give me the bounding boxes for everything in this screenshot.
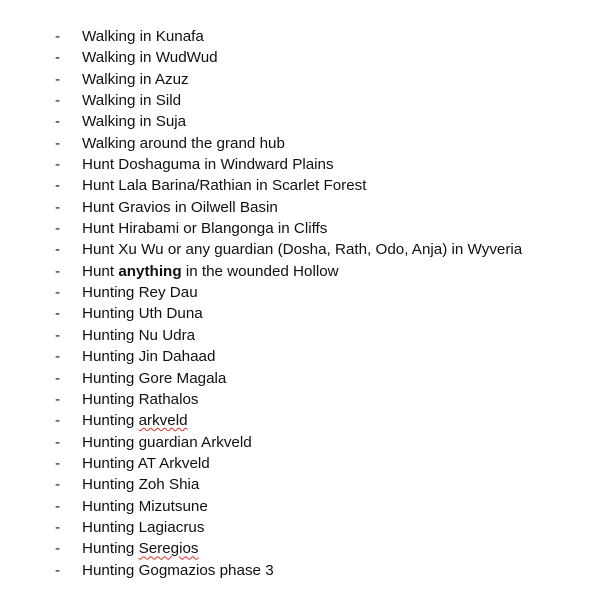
list-item-text[interactable]: Walking in Suja [82, 113, 187, 131]
list-bullet: - [55, 454, 61, 472]
list-item-text[interactable]: Hunt Gravios in Oilwell Basin [82, 198, 278, 216]
list-bullet: - [55, 369, 61, 387]
list-item-text[interactable]: Walking around the grand hub [82, 134, 285, 152]
list-item-text[interactable]: Hunting Gore Magala [82, 369, 227, 387]
list-bullet: - [55, 390, 61, 408]
list-item-prefix: Hunt [82, 262, 119, 280]
list-item [0, 410, 601, 431]
list-bullet: - [55, 134, 61, 152]
list-bullet: - [55, 198, 61, 216]
list-bullet: - [55, 262, 61, 280]
list-item [0, 389, 601, 410]
list-item [0, 346, 601, 367]
list-bullet: - [55, 156, 61, 174]
list-item-suffix: in the wounded Hollow [181, 262, 339, 280]
list-bullet: - [55, 70, 61, 88]
list-item-text[interactable]: Hunt Xu Wu or any guardian (Dosha, Rath, Odo, Anja) in Wyveria [82, 241, 523, 259]
list-item-text[interactable]: Hunting Mizutsune [82, 497, 208, 515]
list-item-text[interactable]: Hunting Uth Duna [82, 305, 203, 323]
bold-text: anything [118, 262, 182, 280]
list-bullet: - [55, 92, 61, 110]
list-bullet: - [55, 305, 61, 323]
list-item-text[interactable]: Hunting Nu Udra [82, 326, 196, 344]
list-bullet: - [55, 49, 61, 67]
list-item [0, 111, 601, 132]
list-item-text[interactable] [82, 410, 188, 431]
list-item [0, 453, 601, 474]
list-bullet: - [55, 476, 61, 494]
bulleted-list [0, 26, 601, 581]
list-item-text[interactable]: Walking in Kunafa [82, 28, 204, 45]
list-item-text[interactable]: Walking in Azuz [82, 70, 189, 88]
list-item [0, 47, 601, 68]
document-body [0, 26, 601, 581]
list-item [0, 90, 601, 111]
list-bullet: - [55, 540, 61, 558]
list-bullet: - [55, 561, 61, 579]
list-bullet: - [55, 326, 61, 344]
list-item-text[interactable]: Hunting Jin Dahaad [82, 348, 216, 366]
list-item [0, 560, 601, 581]
list-item-text[interactable]: Hunt Doshaguma in Windward Plains [82, 156, 334, 174]
list-item-text[interactable]: Hunting Rey Dau [82, 284, 198, 302]
list-bullet: - [55, 518, 61, 536]
list-item [0, 474, 601, 495]
list-item [0, 261, 601, 282]
list-item [0, 496, 601, 517]
list-item [0, 69, 601, 90]
list-item-text[interactable]: Walking in Sild [82, 92, 182, 110]
list-item [0, 282, 601, 303]
list-item-text[interactable]: Walking in WudWud [82, 49, 218, 67]
list-bullet: - [55, 177, 61, 195]
list-item [0, 26, 601, 47]
list-item-text[interactable]: Hunting Rathalos [82, 390, 199, 408]
list-item-prefix: Hunting [82, 540, 139, 558]
list-item [0, 538, 601, 559]
list-bullet: - [55, 497, 61, 515]
list-bullet: - [55, 348, 61, 366]
list-item [0, 432, 601, 453]
list-bullet: - [55, 284, 61, 302]
list-item-text[interactable]: Hunt Lala Barina/Rathian in Scarlet Forest [82, 177, 367, 195]
list-item [0, 303, 601, 324]
list-bullet: - [55, 433, 61, 451]
list-item-text[interactable]: Hunt Hirabami or Blangonga in Cliffs [82, 220, 328, 238]
list-item [0, 325, 601, 346]
list-item [0, 133, 601, 154]
list-item [0, 368, 601, 389]
list-bullet: - [55, 113, 61, 131]
list-bullet: - [55, 412, 61, 430]
list-item [0, 239, 601, 260]
list-item-prefix: Hunting [82, 412, 139, 430]
list-item [0, 154, 601, 175]
list-bullet: - [55, 220, 61, 238]
list-item [0, 517, 601, 538]
misspelled-word[interactable]: Seregios [138, 540, 199, 558]
list-item-text[interactable]: Hunting Zoh Shia [82, 476, 200, 494]
list-item-text[interactable]: Hunting Gogmazios phase 3 [82, 561, 274, 579]
list-item-text[interactable] [82, 261, 339, 282]
list-item [0, 175, 601, 196]
list-bullet: - [55, 28, 61, 45]
list-item [0, 218, 601, 239]
list-item-text[interactable]: Hunting AT Arkveld [82, 454, 210, 472]
list-item-text[interactable]: Hunting Lagiacrus [82, 518, 205, 536]
list-bullet: - [55, 241, 61, 259]
list-item-text[interactable]: Hunting guardian Arkveld [82, 433, 252, 451]
list-item-text[interactable] [82, 538, 199, 559]
misspelled-word[interactable]: arkveld [138, 412, 188, 430]
list-item [0, 197, 601, 218]
